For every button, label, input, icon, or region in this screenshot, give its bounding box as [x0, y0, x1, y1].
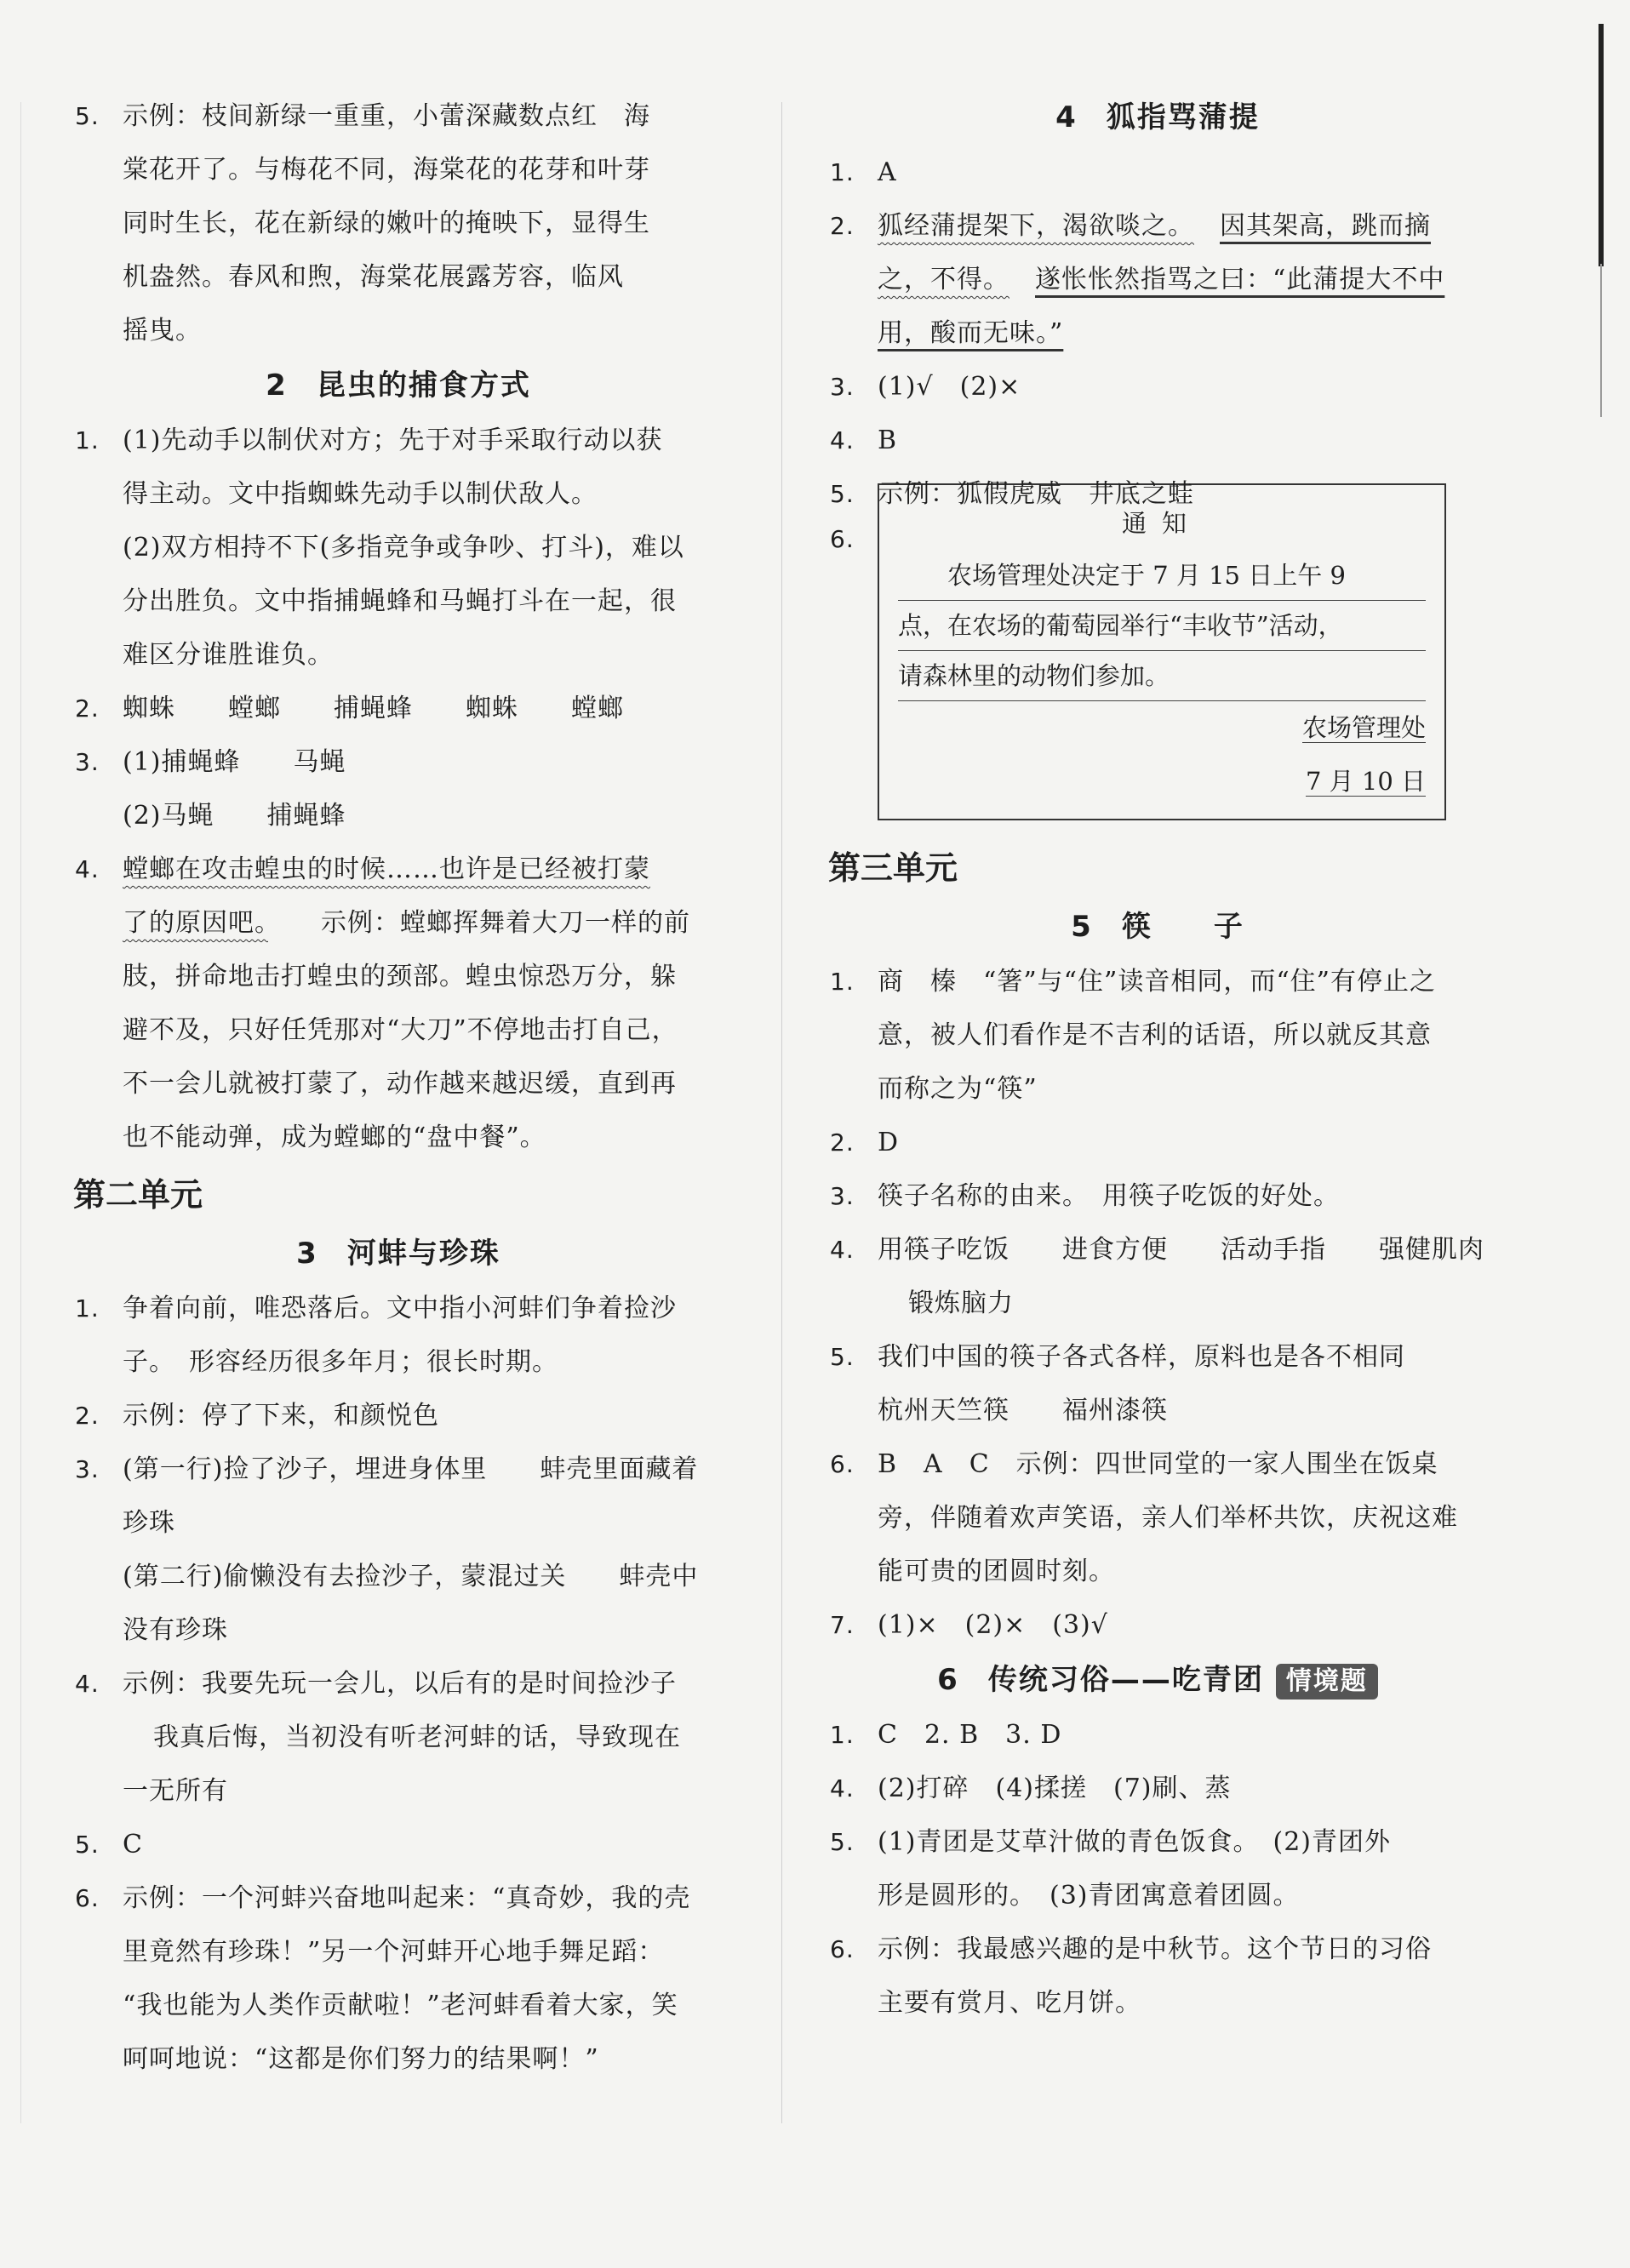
- answer-line: 里竟然有珍珠！”另一个河蚌开心地手舞足蹈：: [123, 1937, 665, 1967]
- right-column: [830, 89, 1485, 2030]
- answer-line: 示例：枝间新绿一重重，小蕾深藏数点红 海: [123, 101, 650, 131]
- answer-line: 示例：一个河蚌兴奋地叫起来：“真奇妙，我的壳: [123, 1883, 691, 1913]
- answer-line: 不一会儿就被打蒙了，动作越来越迟缓，直到再: [123, 1069, 677, 1099]
- underlined-text: 用，酸而无味。”: [878, 318, 1064, 348]
- answer-line: 示例：我最感兴趣的是中秋节。这个节日的习俗: [878, 1934, 1432, 1964]
- answer-line: (1)青团是艾草汁做的青色饭食。 (2)青团外: [878, 1827, 1391, 1857]
- answer-line: 商 榛 “箸”与“住”读音相同，而“住”有停止之: [878, 967, 1437, 997]
- answer-3-s3: [75, 1442, 722, 1657]
- answer-1-3-s6: [830, 1708, 1485, 1762]
- answer-line: 同时生长，花在新绿的嫩叶的掩映下，显得生: [123, 209, 650, 238]
- section-title-3: [75, 1225, 722, 1282]
- answer-text: 示例：螳螂挥舞着大刀一样的前: [268, 908, 690, 938]
- answer-line: 子。 形容经历很多年月；很长时期。: [123, 1347, 558, 1377]
- answer-4-s6: [830, 1762, 1485, 1815]
- answer-6-s6: [830, 1922, 1485, 2030]
- answer-line: 我们中国的筷子各式各样，原料也是各不相同: [878, 1342, 1405, 1372]
- page-edge-bar: [1599, 24, 1604, 266]
- answer-4-s2: [75, 843, 722, 1164]
- notice-line: 农场管理处决定于 7 月 15 日上午 9: [898, 551, 1426, 601]
- item-number: 2.: [830, 1128, 855, 1157]
- answer-line: B: [878, 426, 898, 455]
- item-number: 4.: [830, 1774, 855, 1802]
- answer-line: 主要有赏月、吃月饼。: [878, 1988, 1141, 2018]
- answer-line: 而称之为“筷”: [878, 1074, 1038, 1104]
- item-number: 6.: [75, 1884, 100, 1912]
- notice-box: [878, 483, 1446, 820]
- column-divider: [781, 102, 782, 2123]
- section-name: 河蚌与珍珠: [346, 1237, 500, 1271]
- wavy-underlined-text: 了的原因吧。: [123, 908, 268, 938]
- answer-line: (1)√ (2)×: [878, 372, 1021, 402]
- answer-line: 意，被人们看作是不吉利的话语，所以就反其意: [878, 1020, 1432, 1050]
- answer-line: 肢，拼命地击打蝗虫的颈部。蝗虫惊恐万分，躲: [123, 962, 677, 991]
- answer-line: 示例：我要先玩一会儿，以后有的是时间捡沙子: [123, 1669, 677, 1699]
- answer-line: 我真后悔，当初没有听老河蚌的话，导致现在: [153, 1722, 681, 1752]
- left-margin-line: [20, 102, 21, 2123]
- item-number: 1.: [830, 158, 855, 186]
- answer-line: “我也能为人类作贡献啦！”老河蚌看着大家，笑: [123, 1991, 678, 2020]
- item-number: 7.: [830, 1611, 855, 1639]
- section-name: 筷 子: [1121, 910, 1244, 944]
- answer-2-s3: [75, 1389, 722, 1442]
- answer-line: C: [123, 1830, 143, 1860]
- item-number: 2.: [830, 212, 855, 240]
- answer-6-s5: [830, 1437, 1485, 1598]
- answer-5-l: [75, 89, 722, 357]
- answer-line: 珍珠: [123, 1508, 175, 1538]
- item-number: 5.: [830, 1343, 855, 1371]
- unit-title-2: 第二单元: [73, 1176, 203, 1214]
- answer-line: B A C 示例：四世同堂的一家人围坐在饭桌: [878, 1449, 1438, 1479]
- page-edge-shadow: [1600, 264, 1602, 417]
- notice-line: 点，在农场的葡萄园举行“丰收节”活动，: [898, 601, 1426, 651]
- notice-line: 请森林里的动物们参加。: [898, 651, 1426, 701]
- item-number: 3.: [75, 1455, 100, 1483]
- answer-line: (1)先动手以制伏对方；先于对手采取行动以获: [123, 426, 663, 455]
- item-number: 5.: [75, 102, 100, 130]
- underlined-text: 因其架高，跳而摘: [1220, 211, 1431, 241]
- answer-line: 争着向前，唯恐落后。文中指小河蚌们争着捡沙: [123, 1294, 677, 1323]
- answer-line: 分出胜负。文中指捕蝇蜂和马蝇打斗在一起，很: [123, 586, 677, 616]
- item-number: 3.: [830, 373, 855, 401]
- item-number: 1.: [830, 1721, 855, 1749]
- answer-line: 用筷子吃饭 进食方便 活动手指 强健肌肉: [878, 1235, 1484, 1265]
- section-number: 2: [266, 368, 288, 403]
- answer-line: (1)× (2)× (3)√: [878, 1610, 1108, 1640]
- scenario-badge: 情境题: [1276, 1664, 1378, 1700]
- left-column: [75, 89, 722, 2086]
- notice-sign: [898, 701, 1426, 755]
- section-title-6: [830, 1652, 1485, 1708]
- answer-5-s6: [830, 1815, 1485, 1922]
- notice-signer: 农场管理处: [1301, 713, 1426, 742]
- answer-line: (1)捕蝇蜂 马蝇: [123, 747, 346, 777]
- answer-line: 一无所有: [123, 1776, 228, 1806]
- answer-line: 难区分谁胜谁负。: [123, 640, 334, 670]
- answer-line: 杭州天竺筷 福州漆筷: [878, 1396, 1168, 1425]
- answer-line: 旁，伴随着欢声笑语，亲人们举杯共饮，庆祝这难: [878, 1503, 1458, 1533]
- answer-1-s2: [75, 414, 722, 682]
- answer-2-s2: [75, 682, 722, 735]
- answer-line: 形是圆形的。 (3)青团寓意着团圆。: [878, 1881, 1300, 1911]
- answer-4-s3: [75, 1657, 722, 1818]
- section-name: 传统习俗——吃青团: [987, 1663, 1264, 1697]
- unit-title-3: 第三单元: [828, 849, 958, 887]
- item-number: 4.: [75, 855, 100, 883]
- item-number: 6.: [830, 525, 855, 553]
- answer-line: 机盎然。春风和煦，海棠花展露芳容，临风: [123, 262, 624, 292]
- section-title-5: [830, 899, 1485, 955]
- notice-date: 7 月 10 日: [1305, 767, 1426, 796]
- answer-3-s2: [75, 735, 722, 843]
- item-number: 6.: [830, 1935, 855, 1963]
- answer-line: 示例：停了下来，和颜悦色: [123, 1401, 439, 1431]
- notice-date-row: [898, 755, 1426, 808]
- underlined-text: 遂怅怅然指骂之曰：“此蒲提大不中: [1035, 265, 1445, 294]
- answer-line: A: [878, 157, 897, 187]
- item-number: 3.: [75, 748, 100, 776]
- item-number: 4.: [75, 1670, 100, 1698]
- answer-4-s4: [830, 414, 1485, 467]
- notice-title: 通知: [1121, 509, 1202, 538]
- answer-3-s5: [830, 1169, 1485, 1223]
- answer-1-s4: [830, 146, 1485, 199]
- answer-line: 锻炼脑力: [908, 1288, 1014, 1318]
- answer-line: 避不及，只好任凭那对“大刀”不停地击打自己，: [123, 1015, 678, 1045]
- item-number: 5.: [830, 1828, 855, 1856]
- answer-line: 也不能动弹，成为螳螂的“盘中餐”。: [123, 1123, 546, 1152]
- answer-line: (2)打碎 (4)揉搓 (7)刷、蒸: [878, 1774, 1232, 1803]
- answer-line: 蜘蛛 螳螂 捕蝇蜂 蜘蛛 螳螂: [123, 694, 624, 723]
- answer-3-s4: [830, 360, 1485, 414]
- answer-line: (2)马蝇 捕蝇蜂: [123, 801, 346, 831]
- item-number: 4.: [830, 426, 855, 454]
- section-number: 3: [296, 1237, 318, 1271]
- answer-line: 筷子名称的由来。 用筷子吃饭的好处。: [878, 1181, 1340, 1211]
- answer-5-s5: [830, 1330, 1485, 1437]
- section-title-2: [75, 357, 722, 414]
- section-number: 6: [937, 1663, 959, 1697]
- answer-line: 没有珍珠: [123, 1615, 228, 1645]
- answer-line: (2)双方相持不下(多指竞争或争吵、打斗)，难以: [123, 533, 684, 563]
- item-number: 4.: [830, 1236, 855, 1264]
- answer-1-s3: [75, 1282, 722, 1389]
- answer-line: (第二行)偷懒没有去捡沙子，蒙混过关 蚌壳中: [123, 1562, 699, 1591]
- answer-line: 得主动。文中指蜘蛛先动手以制伏敌人。: [123, 479, 598, 509]
- answer-2-s5: [830, 1116, 1485, 1169]
- answer-6-s3: [75, 1871, 722, 2086]
- item-number: 2.: [75, 1402, 100, 1430]
- item-number: 1.: [830, 968, 855, 996]
- item-number: 3.: [830, 1182, 855, 1210]
- section-title-4: [830, 89, 1485, 146]
- answer-1-s5: [830, 955, 1485, 1116]
- section-number: 5: [1071, 910, 1093, 944]
- answer-5-s3: [75, 1818, 722, 1871]
- answer-4-s5: [830, 1223, 1485, 1330]
- item-number: 6.: [830, 1450, 855, 1478]
- item-number: 2.: [75, 694, 100, 723]
- answer-line: 棠花开了。与梅花不同，海棠花的花芽和叶芽: [123, 155, 650, 185]
- section-name: 狐指骂蒲提: [1106, 100, 1260, 134]
- wavy-underlined-text: 狐经蒲提架下，渴欲啖之。: [878, 211, 1194, 241]
- answer-7-s5: [830, 1598, 1485, 1652]
- wavy-underlined-text: 之，不得。: [878, 265, 1009, 294]
- answer-line: D: [878, 1128, 900, 1157]
- item-number: 5.: [75, 1831, 100, 1859]
- item-number: 1.: [75, 1294, 100, 1323]
- answer-line: (第一行)捡了沙子，埋进身体里 蚌壳里面藏着: [123, 1454, 699, 1484]
- answer-line: 能可贵的团圆时刻。: [878, 1557, 1115, 1586]
- answer-line: 呵呵地说：“这都是你们努力的结果啊！”: [123, 2044, 599, 2074]
- answer-line: 示例：狐假虎威 井底之蛙: [878, 479, 1194, 509]
- item-number: 1.: [75, 426, 100, 454]
- answer-line: 摇曳。: [123, 316, 202, 346]
- answer-5-s4: [830, 467, 1485, 521]
- answer-line: C 2. B 3. D: [878, 1720, 1062, 1750]
- answer-2-s4: [830, 199, 1485, 360]
- section-name: 昆虫的捕食方式: [316, 368, 531, 403]
- item-number: 5.: [830, 480, 855, 508]
- wavy-underlined-text: 螳螂在攻击蝗虫的时候……也许是已经被打蒙: [123, 854, 650, 884]
- section-number: 4: [1055, 100, 1078, 134]
